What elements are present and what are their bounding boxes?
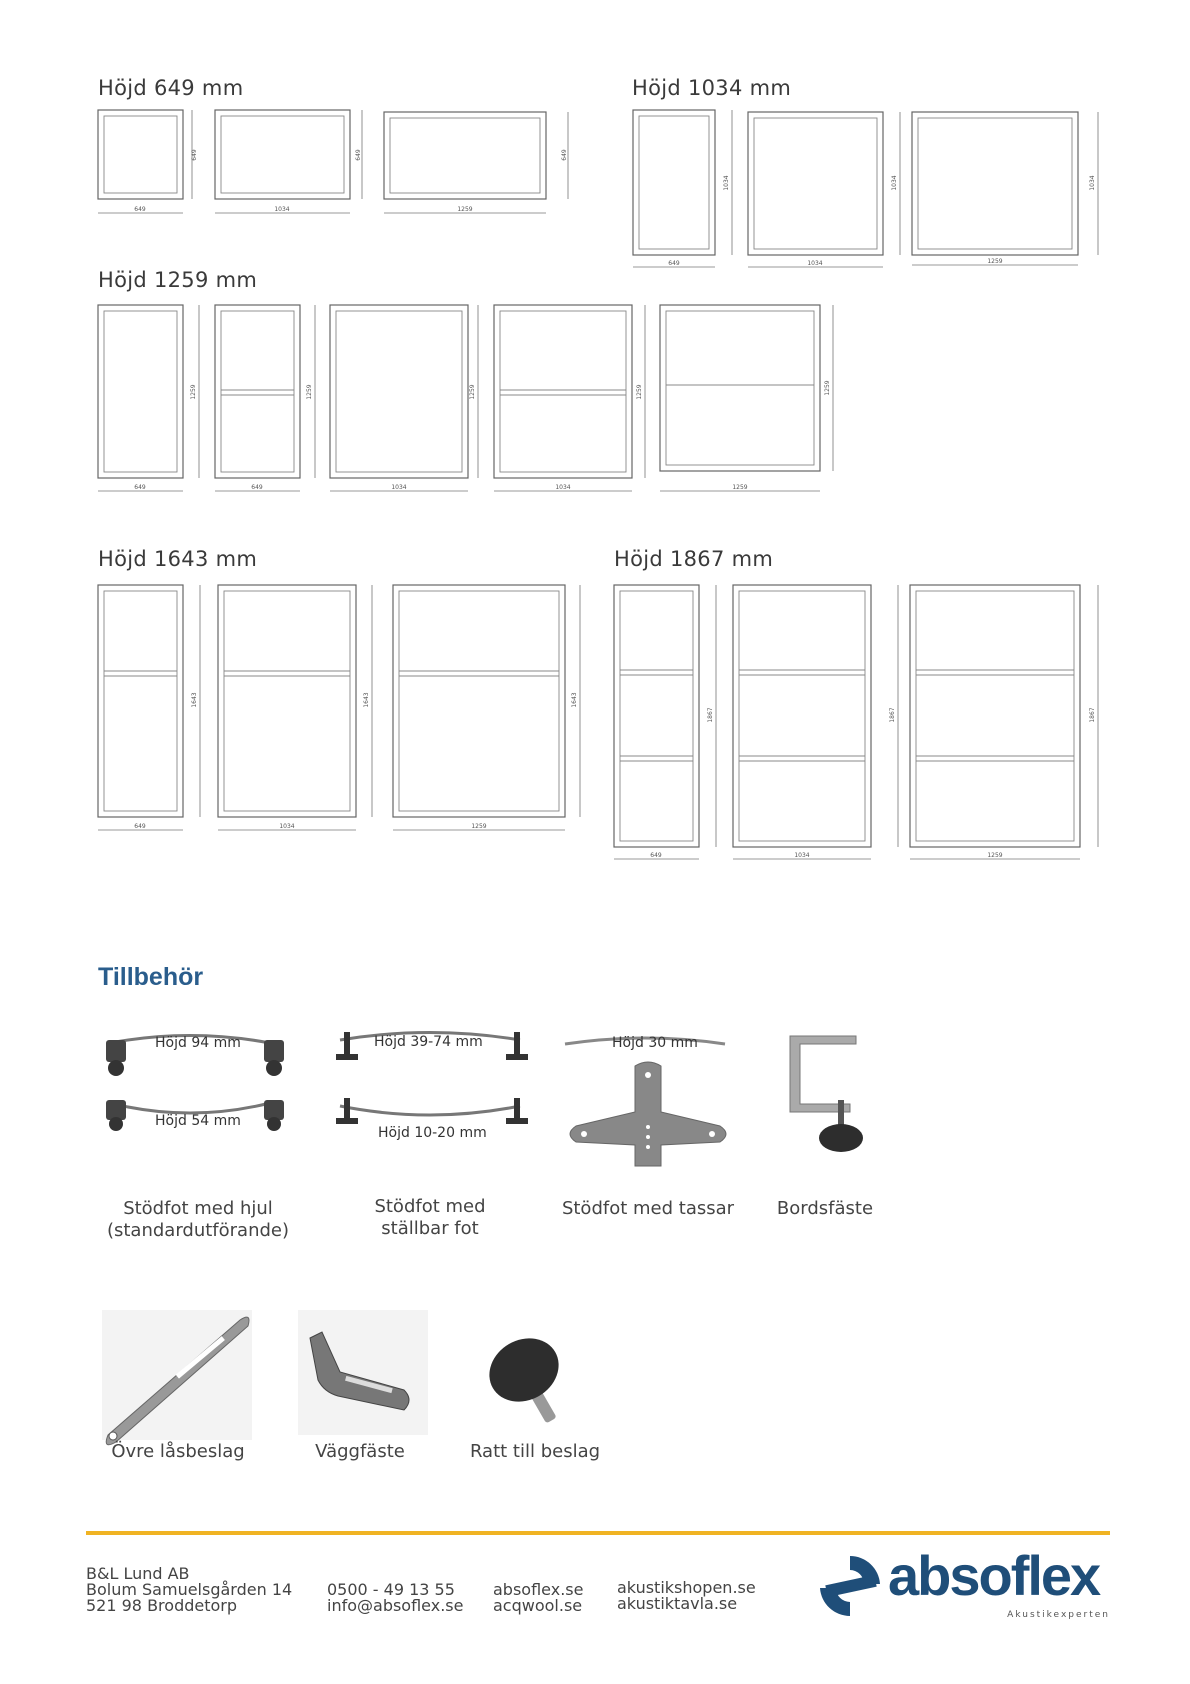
cabinet-649x1259 — [384, 112, 568, 213]
footer-web-akustikshopen[interactable]: akustikshopen.se — [617, 1578, 756, 1597]
dim-height: 1259 — [469, 384, 476, 400]
dim-width: 1259 — [987, 258, 1003, 265]
dim-width: 1034 — [279, 823, 295, 830]
dim-width: 1259 — [732, 484, 748, 491]
wheel-support-label-line2: (standardutförande) — [106, 1220, 290, 1241]
dim-width: 649 — [251, 484, 263, 491]
cabinet-1259x1259-shelf — [660, 305, 833, 491]
footer-divider — [86, 1531, 1110, 1535]
heading-1867: Höjd 1867 mm — [614, 547, 774, 571]
adjustable-foot-label — [330, 1196, 530, 1240]
logo-mark-icon — [816, 1552, 886, 1620]
wall-bracket-icon — [298, 1310, 428, 1435]
footer-street: Bolum Samuelsgården 14 — [86, 1580, 293, 1599]
wheel-height-54: Höjd 54 mm — [155, 1113, 241, 1129]
footer-postal: 521 98 Broddetorp — [86, 1596, 238, 1615]
wheel-support-label-line1: Stödfot med hjul — [123, 1198, 273, 1219]
dim-height: 649 — [561, 149, 568, 161]
heading-1259: Höjd 1259 mm — [98, 268, 258, 292]
footer-websites-1 — [493, 1582, 583, 1614]
cabinet-1867x1034 — [733, 585, 898, 859]
dim-width: 1034 — [794, 852, 810, 859]
cabinet-1259x649-open — [98, 305, 199, 491]
adjustable-height-10-20: Höjd 10-20 mm — [378, 1125, 487, 1141]
wheel-height-94: Höjd 94 mm — [155, 1035, 241, 1051]
cabinet-1259x1034-open — [330, 305, 478, 491]
dim-width: 649 — [668, 260, 680, 267]
cabinet-1643x1259 — [393, 585, 580, 830]
dim-width: 1034 — [807, 260, 823, 267]
footer-email[interactable]: info@absoflex.se — [327, 1596, 464, 1615]
locking-bracket-icon — [102, 1310, 252, 1445]
cabinet-1259x649-shelf — [215, 305, 315, 491]
dim-height: 649 — [191, 149, 198, 161]
dim-height: 1259 — [824, 380, 831, 396]
footer-address — [86, 1566, 292, 1614]
dim-width: 649 — [134, 484, 146, 491]
cabinet-1034x1034 — [748, 112, 900, 267]
accessories-title: Tillbehör — [98, 963, 204, 991]
cabinet-1034x1259 — [912, 112, 1098, 265]
cabinet-1034x649 — [633, 110, 732, 267]
dim-height: 1867 — [707, 707, 714, 723]
footer-web-acqwool[interactable]: acqwool.se — [493, 1596, 583, 1615]
heading-1034: Höjd 1034 mm — [632, 76, 792, 100]
dim-height: 1259 — [190, 384, 197, 400]
dim-width: 1259 — [457, 206, 473, 213]
adjustable-foot-label-line1: Stödfot med — [374, 1196, 486, 1217]
cabinet-1259x1034-shelf — [494, 305, 645, 491]
dim-width: 1259 — [987, 852, 1003, 859]
dim-height: 1259 — [306, 384, 313, 400]
table-clamp-icon — [790, 1036, 863, 1152]
dim-height: 1034 — [723, 175, 730, 191]
paw-height-30: Höjd 30 mm — [612, 1035, 698, 1051]
footer-phone[interactable]: 0500 - 49 13 55 — [327, 1580, 455, 1599]
dim-height: 1259 — [636, 384, 643, 400]
logo-wordmark: absoflex — [888, 1544, 1100, 1607]
dim-width: 1034 — [391, 484, 407, 491]
cabinet-649x1034 — [215, 110, 362, 213]
dim-height: 649 — [355, 149, 362, 161]
dim-width: 649 — [134, 823, 146, 830]
footer-contact — [327, 1582, 463, 1614]
knob-label: Ratt till beslag — [469, 1441, 601, 1462]
cabinet-1867x1259 — [910, 585, 1098, 859]
dim-height: 1643 — [363, 692, 370, 708]
wall-bracket-label: Väggfäste — [315, 1441, 405, 1462]
dim-width: 1259 — [471, 823, 487, 830]
dim-height: 1643 — [571, 692, 578, 708]
paw-foot-label: Stödfot med tassar — [561, 1198, 735, 1219]
footer-websites-2 — [617, 1580, 756, 1612]
dim-width: 649 — [134, 206, 146, 213]
knob-icon — [478, 1326, 570, 1423]
cabinet-1643x1034 — [218, 585, 372, 830]
dim-height: 1034 — [1089, 175, 1096, 191]
footer-web-akustiktavla[interactable]: akustiktavla.se — [617, 1594, 738, 1613]
paw-foot-icon — [565, 1038, 726, 1166]
locking-bracket-label: Övre låsbeslag — [111, 1441, 245, 1462]
wheel-support-label — [98, 1198, 298, 1242]
dim-height: 1867 — [889, 707, 896, 723]
dim-height: 1643 — [191, 692, 198, 708]
cabinet-649x649 — [98, 110, 198, 213]
cabinet-1643x649 — [98, 585, 200, 830]
dim-width: 1034 — [555, 484, 571, 491]
dim-width: 649 — [650, 852, 662, 859]
dim-height: 1034 — [891, 175, 898, 191]
dim-width: 1034 — [274, 206, 290, 213]
heading-649: Höjd 649 mm — [98, 76, 244, 100]
footer-company: B&L Lund AB — [86, 1564, 190, 1583]
heading-1643: Höjd 1643 mm — [98, 547, 258, 571]
logo-tagline: Akustikexperten — [1007, 1610, 1110, 1620]
adjustable-foot-label-line2: ställbar fot — [381, 1218, 479, 1239]
cabinet-1867x649 — [614, 585, 716, 859]
dim-height: 1867 — [1089, 707, 1096, 723]
table-clamp-label: Bordsfäste — [776, 1198, 874, 1219]
absoflex-logo — [816, 1544, 1112, 1624]
adjustable-height-39-74: Höjd 39-74 mm — [374, 1034, 483, 1050]
footer-web-absoflex[interactable]: absoflex.se — [493, 1580, 584, 1599]
